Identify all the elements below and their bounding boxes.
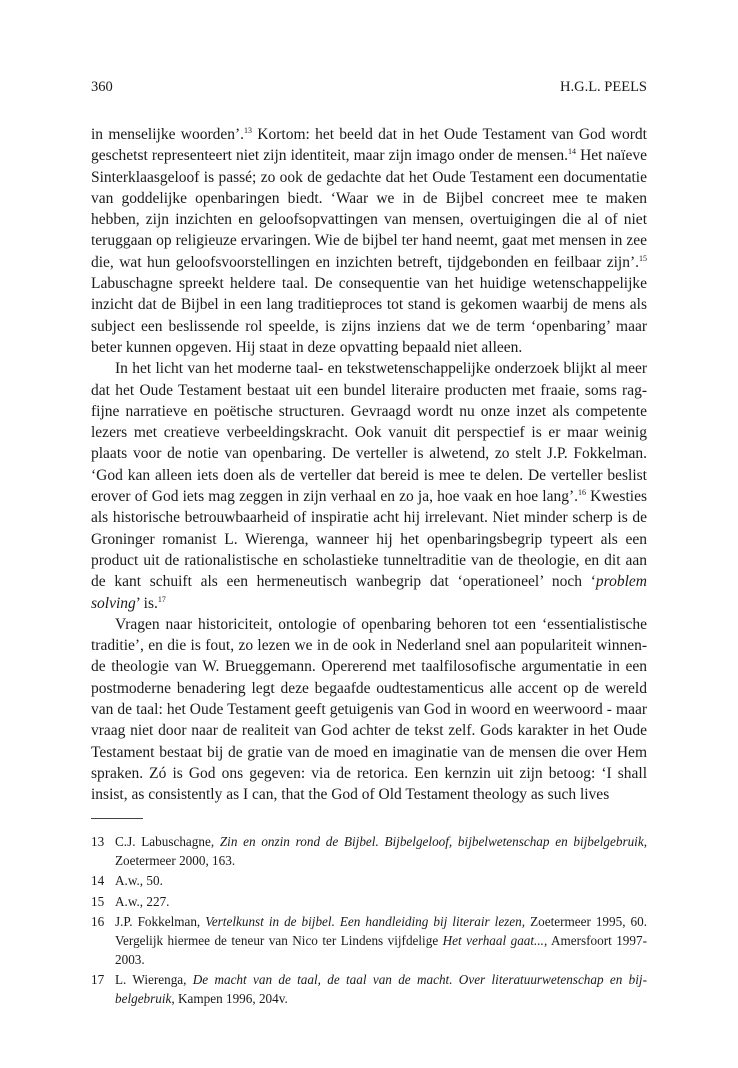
footnote-text [115,913,647,969]
text-run-italic: Zin en onzin rond de Bijbel. Bijbelgeloof, bijbelwetenschap en bijbelgebruik [219,834,644,849]
text-run: J.P. Fokkelman, [115,914,206,930]
text-run: Kwesties als historische betrouwbaarheid of inspiratie acht hij irrelevant. Niet minder scherp is de Groninger romanist L. Wierenga, wanneer hij het openbaringsbegrip typeert als een product uit de rationalistische en scholastieke tunneltraditie van de theologie, en dit aan de kant schuift als een hermeneutisch wanbegrip dat ‘operationeel’ noch ‘ [91,488,647,591]
text-run: In het licht van het moderne taal- en tekstwetenschappelijke onderzoek blijkt al meer dat het Oude Testament bestaat uit een bundel literaire producten met fraaie, soms ragfijne narratieve en poëtische structuren. Gevraagd wordt nu onze inzet als competente lezers met creatieve verbeeldingskracht. Ook vanuit dit perspectief is er maar weinig plaats voor de notie van openbaring. De verteller is alwetend, zo stelt J.P. Fokkelman. ‘God kan alleen iets doen als de verteller dat bereid is mee te delen. De verteller beslist erover of God iets mag zeggen in zijn verhaal en zo ja, hoe vaak en hoe lang’. [91,360,647,506]
text-run: L. Wierenga, [115,972,193,988]
footnote-text [115,971,647,1008]
text-run: Labuschagne spreekt heldere taal. De consequentie van het huidige wetenschappelijke inzicht dat de Bijbel in een lang traditieproces tot stand is gekomen waarbij de mens als subject een beslissende rol speelde, is zijns inziens dat we de term ‘openbaring’ maar beter kunnen opgeven. Hij staat in deze opvatting bepaald niet alleen. [91,275,647,356]
footnote-divider [91,818,143,819]
text-run-italic: Vertelkunst in de bijbel. Een handleiding bij literair lezen, [205,914,526,930]
main-text [91,124,647,806]
footnote [91,893,647,912]
text-run: Het naïeve Sinterklaasgeloof is passé; zo ook de gedachte dat het Oude Testament een documentatie van goddelijke openbaringen biedt. ‘Waar we in de Bijbel concreet mee te maken hebben, zijn inzichten en geloofsopvattingen van mensen, overtuigingen die al of niet teruggaan op religieuze ervaringen. Wie de bijbel ter hand neemt, gaat met mensen in zee die, wat hun geloofsvoorstellingen en inzichten betreft, tijdgebonden en feilbaar zijn’. [91,147,647,271]
footnote-number: 17 [91,972,105,988]
paragraph [91,124,647,358]
text-run: , Kampen 1996, 204v. [171,990,288,1006]
footnote-ref: 17 [157,594,166,604]
text-run-italic: De macht van de taal, de taal van de macht. Over literatuurwetenschap en bijbelgebruik [115,972,647,1006]
text-run: ’ is. [135,594,158,612]
text-run: , Amersfoort 1997-2003. [115,932,647,967]
footnote [91,913,647,969]
text-run-italic: Het verhaal gaat... [442,932,544,948]
footnote-ref: 15 [639,253,647,263]
footnote [91,971,647,1008]
text-run: A.w., 50. [115,873,163,889]
footnote-ref: 14 [568,147,577,157]
footnote-number: 14 [91,873,105,889]
page-number: 360 [91,79,113,95]
text-run: Kortom: het beeld dat in het Oude Testament van God wordt geschetst representeert niet zijn identiteit, maar zijn imago onder de mensen. [91,126,647,165]
footnote-number: 16 [91,914,105,930]
footnote [91,833,647,870]
footnote [91,872,647,891]
footnotes [91,833,647,1010]
text-run: Vragen naar historiciteit, ontologie of openbaring behoren tot een ‘essentialistische traditie’, en die is fout, zo lezen we in de ook in Nederland snel aan populariteit winnende theologie van W. Brueggemann. Opererend met taalfilosofische argumentatie in een postmoderne benadering legt deze begaafde oudtestamenticus alle accent op de wereld van de taal: het Oude Testament geeft getuigenis van God in woord en weerwoord - maar vraag niet door naar de realiteit van God achter de tekst zelf. Gods karakter in het Oude Testament bestaat bij de gratie van de moed en imaginatie van de mensen die over Hem spraken. Zó is God ons gegeven: via de retorica. Een kernzin uit zijn betoog: ‘I shall insist, as consistently as I can, that the God of Old Testament theology as such lives [91,615,647,804]
text-run: in menselijke woorden’. [91,126,245,143]
footnote-number: 13 [91,834,105,849]
text-run: Zoetermeer 1995, 60. Vergelijk hiermee de teneur van Nico ter Lindens vijfdelige [115,914,647,948]
page-header [91,79,647,101]
text-run: , Zoetermeer 2000, 163. [115,834,648,868]
paragraph [91,358,647,614]
text-run: A.w., 227. [115,893,170,909]
footnote-ref: 13 [244,126,253,135]
text-run-italic: problem solving [91,573,647,612]
footnote-text [115,833,647,870]
running-head: H.G.L. PEELS [560,79,647,95]
paragraph [91,614,647,806]
footnote-number: 15 [91,893,105,909]
footnote-text [115,872,647,891]
footnote-text [115,893,647,912]
text-run: C.J. Labuschagne, [115,834,220,849]
footnote-ref: 16 [578,488,587,498]
